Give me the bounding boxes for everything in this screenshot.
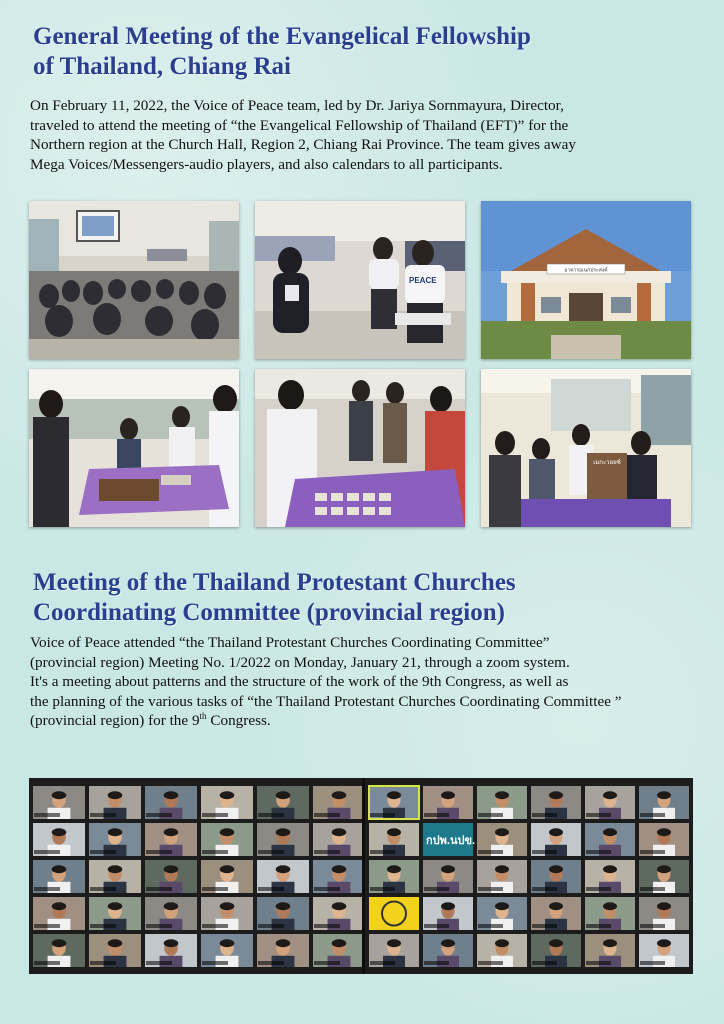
section1-body bbox=[30, 96, 698, 174]
zoom-participant-tile bbox=[585, 823, 635, 856]
section2-body-line: Voice of Peace attended “the Thailand Protestant Churches Coordinating Committee” bbox=[30, 634, 550, 651]
zoom-participant-tile bbox=[477, 897, 527, 930]
zoom-participant-tile bbox=[585, 897, 635, 930]
section1-body-line: traveled to attend the meeting of “the Evangelical Fellowship of Thailand (EFT)” for the bbox=[30, 116, 569, 134]
section1-title-line: of Thailand, Chiang Rai bbox=[33, 53, 291, 80]
zoom-participant-tile bbox=[477, 860, 527, 893]
zoom-participant-tile bbox=[257, 786, 309, 819]
zoom-participant-tile bbox=[531, 934, 581, 967]
zoom-participant-tile bbox=[33, 897, 85, 930]
zoom-divider bbox=[362, 778, 365, 974]
zoom-participant-tile bbox=[423, 786, 473, 819]
zoom-participant-tile bbox=[145, 934, 197, 967]
zoom-participant-tile bbox=[89, 823, 141, 856]
zoom-participant-tile bbox=[257, 823, 309, 856]
photo-peace-team bbox=[255, 201, 465, 359]
zoom-participant-tile bbox=[423, 860, 473, 893]
calendar-banner-illustration bbox=[481, 369, 691, 527]
zoom-participant-tile bbox=[369, 860, 419, 893]
zoom-participant-tile bbox=[639, 897, 689, 930]
zoom-participant-tile bbox=[477, 786, 527, 819]
zoom-participant-tile bbox=[89, 934, 141, 967]
photo-hall-audience bbox=[29, 201, 239, 359]
zoom-participant-tile bbox=[369, 823, 419, 856]
section2-body-line: It's a meeting about patterns and the structure of the work of the 9th Congress, as well as bbox=[30, 673, 569, 690]
last-line-superscript: th bbox=[199, 710, 207, 721]
handing-players-illustration bbox=[255, 369, 465, 527]
photo-distribution-table bbox=[29, 369, 239, 527]
zoom-meeting-screenshots bbox=[29, 778, 693, 974]
zoom-participant-tile bbox=[145, 786, 197, 819]
zoom-participant-tile bbox=[313, 860, 365, 893]
zoom-participant-tile bbox=[257, 860, 309, 893]
zoom-participant-tile bbox=[531, 860, 581, 893]
zoom-participant-tile bbox=[201, 897, 253, 930]
zoom-participant-tile bbox=[477, 934, 527, 967]
photo-church-building bbox=[481, 201, 691, 359]
zoom-participant-tile bbox=[257, 934, 309, 967]
building-sign-text: อาคารอเนกประสงค์ bbox=[564, 267, 608, 274]
section1-title-line: General Meeting of the Evangelical Fellowship bbox=[33, 23, 531, 50]
zoom-participant-tile bbox=[145, 897, 197, 930]
zoom-participant-tile bbox=[313, 934, 365, 967]
zoom-participant-tile bbox=[313, 786, 365, 819]
zoom-participant-tile bbox=[89, 860, 141, 893]
section2-title-line: Meeting of the Thailand Protestant Churches bbox=[33, 569, 516, 596]
zoom-participant-tile bbox=[33, 823, 85, 856]
peace-shirt-text: PEACE bbox=[409, 276, 437, 285]
zoom-participant-tile bbox=[33, 786, 85, 819]
zoom-participant-tile bbox=[639, 786, 689, 819]
zoom-participant-tile bbox=[639, 823, 689, 856]
distribution-table-illustration bbox=[29, 369, 239, 527]
last-line-post: Congress. bbox=[206, 712, 271, 729]
zoom-participant-tile bbox=[585, 860, 635, 893]
section1-body-line: Mega Voices/Messengers-audio players, and also calendars to all participants. bbox=[30, 155, 503, 173]
zoom-participant-tile bbox=[531, 897, 581, 930]
zoom-participant-tile bbox=[423, 934, 473, 967]
church-building-illustration bbox=[481, 201, 691, 359]
zoom-participant-tile bbox=[201, 860, 253, 893]
section1-title bbox=[33, 22, 531, 82]
hall-audience-illustration bbox=[29, 201, 239, 359]
zoom-participant-tile bbox=[639, 934, 689, 967]
zoom-participant-tile bbox=[369, 934, 419, 967]
section2-title bbox=[33, 568, 516, 628]
last-line-pre: (provincial region) for the 9 bbox=[30, 712, 200, 729]
zoom-tile-logo-text: กปพ.นปข. bbox=[426, 835, 476, 847]
peace-team-illustration bbox=[255, 201, 465, 359]
zoom-participant-tile bbox=[313, 897, 365, 930]
zoom-participant-tile bbox=[257, 897, 309, 930]
banner-text: เมกะวอยซ์ bbox=[593, 459, 621, 466]
section1-body-line: Northern region at the Church Hall, Region 2, Chiang Rai Province. The team gives away bbox=[30, 136, 576, 153]
photo-calendar-banner bbox=[481, 369, 691, 527]
zoom-participant-tile bbox=[477, 823, 527, 856]
section2-body bbox=[30, 633, 698, 731]
zoom-participant-tile bbox=[33, 934, 85, 967]
section2-body-line bbox=[30, 711, 698, 731]
section2-body-line: (provincial region) Meeting No. 1/2022 on Monday, January 21, through a zoom system. bbox=[30, 653, 570, 671]
section2-body-line: the planning of the various tasks of “the Thailand Protestant Churches Coordinating Committee ” bbox=[30, 692, 622, 710]
zoom-participant-tile bbox=[145, 860, 197, 893]
zoom-participant-tile bbox=[89, 897, 141, 930]
section1-body-line: On February 11, 2022, the Voice of Peace team, led by Dr. Jariya Sornmayura, Director, bbox=[30, 97, 564, 114]
zoom-participant-tile bbox=[145, 823, 197, 856]
zoom-participant-tile bbox=[201, 823, 253, 856]
zoom-participant-tile bbox=[369, 786, 419, 819]
zoom-participant-tile bbox=[89, 786, 141, 819]
zoom-participant-tile bbox=[585, 934, 635, 967]
section2-title-line: Coordinating Committee (provincial region) bbox=[33, 599, 505, 626]
zoom-participant-tile bbox=[423, 897, 473, 930]
zoom-gallery-grid bbox=[29, 778, 693, 974]
zoom-participant-tile bbox=[639, 860, 689, 893]
zoom-participant-tile bbox=[531, 786, 581, 819]
zoom-participant-tile bbox=[585, 786, 635, 819]
zoom-participant-tile bbox=[201, 934, 253, 967]
zoom-participant-tile bbox=[313, 823, 365, 856]
zoom-participant-tile bbox=[531, 823, 581, 856]
zoom-participant-tile bbox=[33, 860, 85, 893]
photo-handing-players bbox=[255, 369, 465, 527]
zoom-participant-tile bbox=[201, 786, 253, 819]
